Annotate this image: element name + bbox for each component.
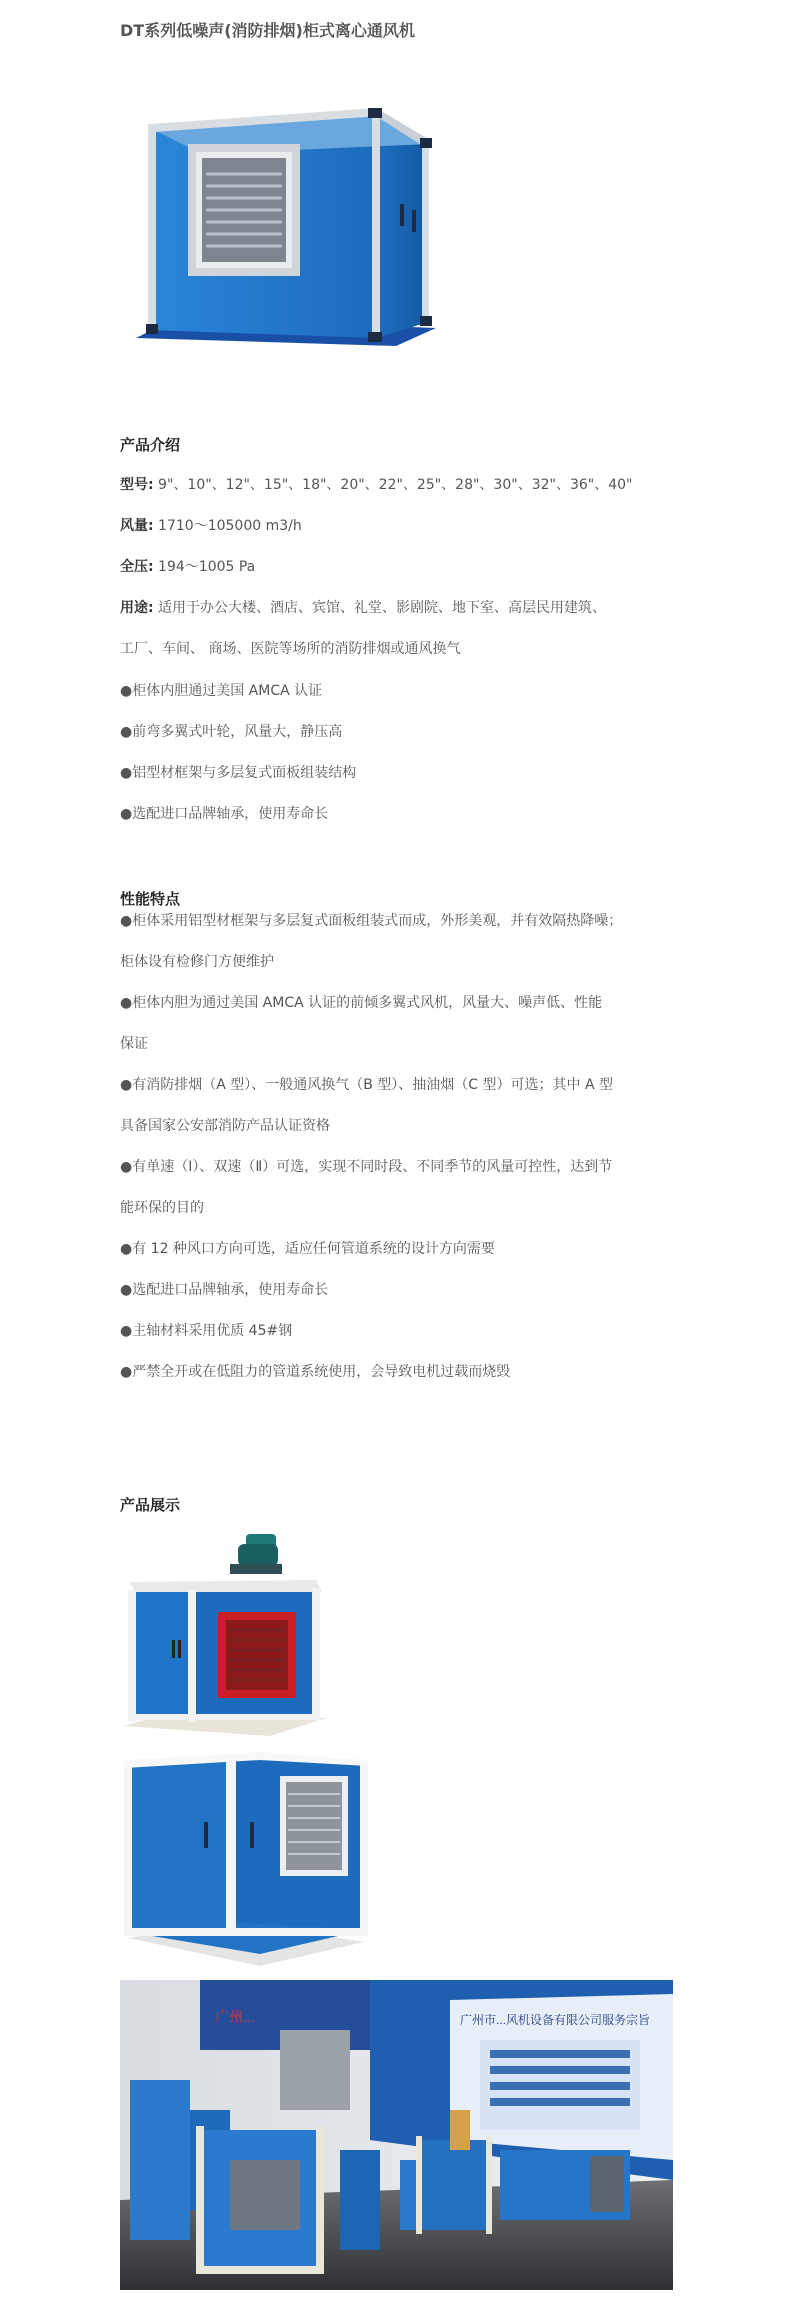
pressure-value: 194～1005 Pa [153, 559, 256, 575]
feature-line: 具备国家公安部消防产品认证资格 [120, 1118, 330, 1134]
intro-bullet: ●柜体内胆通过美国 AMCA 认证 [120, 683, 323, 699]
feature-line: ●有消防排烟（A 型）、一般通风换气（B 型）、抽油烟（C 型）可选；其中 A 型 [120, 1077, 613, 1093]
feature-line: 柜体设有检修门方便维护 [120, 954, 274, 970]
exhibition-photo [120, 1980, 673, 2290]
feature-line: ●有单速（Ⅰ）、双速（Ⅱ）可选，实现不同时段、不同季节的风量可控性，达到节 [120, 1159, 613, 1175]
model-line [120, 474, 632, 494]
feature-line: ●选配进口品牌轴承，使用寿命长 [120, 1282, 329, 1298]
usage-value: 适用于办公大楼、酒店、宾馆、礼堂、影剧院、地下室、高层民用建筑、 [153, 600, 607, 616]
intro-bullet: ●铝型材框架与多层复式面板组装结构 [120, 765, 357, 781]
pressure-line [120, 556, 255, 576]
airflow-value: 1710～105000 m3/h [153, 518, 302, 534]
features-heading: 性能特点 [120, 890, 181, 908]
hero-product-image [136, 104, 454, 360]
banner-text: 广州市...风机设备有限公司服务宗旨 [460, 2013, 651, 2027]
feature-line: ●柜体采用铝型材框架与多层复式面板组装式而成，外形美观，并有效隔热降噪； [120, 913, 623, 929]
banner-left-text: 广州... [215, 2009, 255, 2025]
feature-line: ●严禁全开或在低阻力的管道系统使用，会导致电机过载而烧毁 [120, 1364, 511, 1380]
intro-bullet: ●前弯多翼式叶轮，风量大，静压高 [120, 724, 343, 740]
intro-heading: 产品介绍 [120, 436, 181, 454]
usage-line-2: 工厂、车间、 商场、医院等场所的消防排烟或通风换气 [120, 641, 461, 657]
feature-line: ●柜体内胆为通过美国 AMCA 认证的前倾多翼式风机，风量大、噪声低、性能 [120, 995, 603, 1011]
airflow-label: 风量: [120, 518, 154, 534]
intro-bullet: ●选配进口品牌轴承，使用寿命长 [120, 806, 329, 822]
model-value: 9"、10"、12"、15"、18"、20"、22"、25"、28"、30"、32"、36"、40" [153, 477, 633, 493]
gallery-heading: 产品展示 [120, 1496, 181, 1514]
product-photo-1 [120, 1530, 330, 1740]
page-title: DT系列低噪声(消防排烟)柜式离心通风机 [120, 21, 415, 40]
usage-line [120, 597, 606, 617]
model-label: 型号: [120, 477, 154, 493]
feature-line: 保证 [120, 1036, 148, 1052]
feature-line: 能环保的目的 [120, 1200, 204, 1216]
pressure-label: 全压: [120, 559, 154, 575]
product-photo-2 [120, 1752, 370, 1970]
feature-line: ●主轴材料采用优质 45#钢 [120, 1323, 293, 1339]
usage-label: 用途: [120, 600, 154, 616]
feature-line: ●有 12 种风口方向可选，适应任何管道系统的设计方向需要 [120, 1241, 495, 1257]
airflow-line [120, 515, 302, 535]
